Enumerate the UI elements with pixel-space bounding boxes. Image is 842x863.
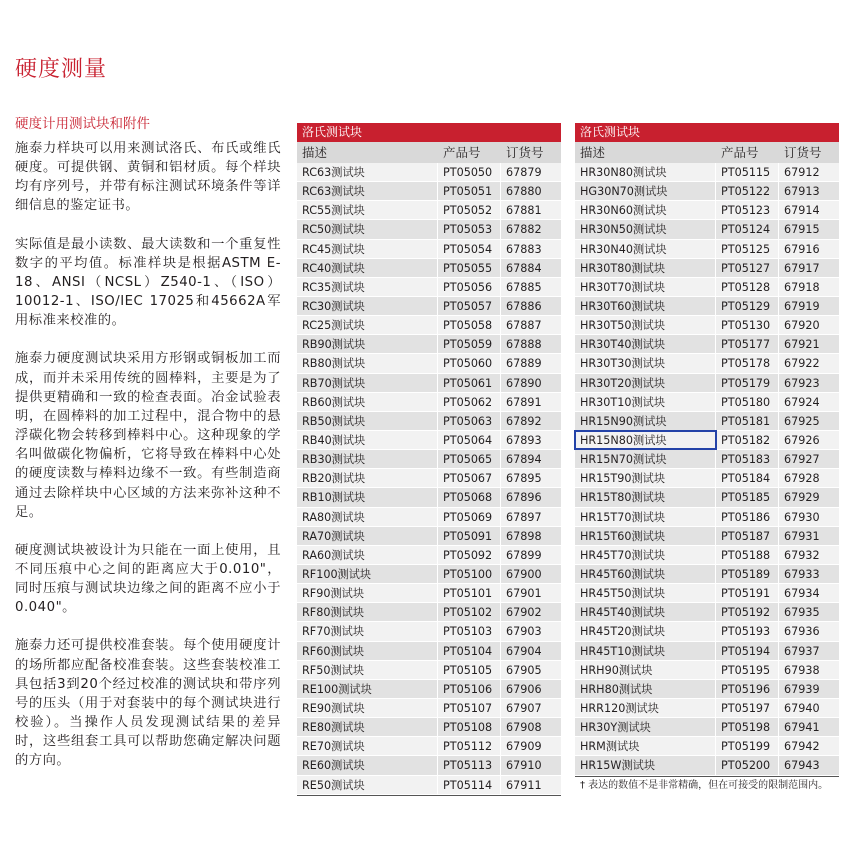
cell-order-no: 67888	[506, 338, 542, 352]
cell-description: HR30T60测试块	[575, 297, 716, 315]
cell-description: RC63测试块	[297, 163, 438, 181]
cell-order-no: 67937	[784, 644, 820, 658]
table-row	[575, 642, 839, 661]
cell-order-no: 67879	[506, 166, 542, 179]
cell-description: HR30T50测试块	[575, 316, 716, 334]
cell-description: HR30T30测试块	[575, 354, 716, 372]
paragraph-2: 实际值是最小读数、最大读数和一个重复性数字的平均值。标准样块是根据ASTM E-18、ANSI（NCSL）Z540-1、（ISO）10012-1、ISO/IEC 17025和45662A军用标准来校准的。	[15, 236, 281, 329]
table-row	[297, 278, 561, 297]
cell-product-no: PT05195	[716, 661, 779, 679]
cell-product-no: PT05185	[716, 488, 779, 506]
cell-description: HR45T70测试块	[575, 546, 716, 564]
cell-order-no: 67936	[784, 625, 820, 639]
table-row	[297, 737, 561, 756]
cell-order-no: 67890	[506, 376, 542, 390]
cell-description: HRH90测试块	[575, 661, 716, 679]
cell-product-no: PT05100	[438, 565, 501, 583]
cell-product-no: PT05189	[716, 565, 779, 583]
header-description: 描述	[302, 145, 328, 160]
cell-product-no: PT05104	[438, 642, 501, 660]
cell-product-no: PT05102	[438, 603, 501, 621]
cell-product-no: PT05198	[716, 718, 779, 736]
table-row	[575, 488, 839, 507]
cell-product-no: PT05052	[438, 201, 501, 219]
cell-order-no: 67902	[506, 606, 542, 620]
cell-product-no: PT05058	[438, 316, 501, 334]
cell-description: RB70测试块	[297, 374, 438, 392]
cell-order-no: 67882	[506, 223, 542, 237]
cell-description: HR30N80测试块	[575, 163, 716, 181]
table-row	[575, 469, 839, 488]
cell-description: HR30N50测试块	[575, 220, 716, 238]
cell-product-no: PT05186	[716, 508, 779, 526]
table-row	[297, 393, 561, 412]
cell-product-no: PT05068	[438, 488, 501, 506]
cell-description: RB40测试块	[297, 431, 438, 449]
table-row	[575, 354, 839, 373]
cell-order-no: 67942	[784, 740, 820, 754]
header-order-no: 订货号	[506, 145, 544, 160]
header-product-no: 产品号	[443, 145, 481, 160]
table-row	[297, 584, 561, 603]
cell-order-no: 67915	[784, 223, 820, 237]
cell-product-no: PT05128	[716, 278, 779, 296]
cell-order-no: 67943	[784, 759, 820, 773]
cell-product-no: PT05055	[438, 259, 501, 277]
cell-product-no: PT05057	[438, 297, 501, 315]
table-row	[575, 240, 839, 259]
cell-order-no: 67938	[784, 663, 820, 677]
cell-product-no: PT05050	[438, 163, 501, 181]
table-row	[575, 756, 839, 775]
cell-description: RA70测试块	[297, 527, 438, 545]
cell-description: RC45测试块	[297, 240, 438, 258]
cell-order-no: 67898	[506, 529, 542, 543]
cell-order-no: 67895	[506, 472, 542, 486]
table-rows	[297, 163, 561, 796]
cell-product-no: PT05107	[438, 699, 501, 717]
cell-description: RC35测试块	[297, 278, 438, 296]
cell-description: HR30Y测试块	[575, 718, 716, 736]
cell-description: HR45T50测试块	[575, 584, 716, 602]
table-row	[575, 680, 839, 699]
cell-description: RB80测试块	[297, 354, 438, 372]
cell-product-no: PT05056	[438, 278, 501, 296]
cell-order-no: 67932	[784, 548, 820, 562]
cell-description: RF50测试块	[297, 661, 438, 679]
cell-product-no: PT05200	[716, 756, 779, 774]
cell-description: HR15W测试块	[575, 756, 716, 774]
cell-order-no: 67913	[784, 185, 820, 199]
table-row	[297, 259, 561, 278]
table-row	[297, 220, 561, 239]
cell-product-no: PT05188	[716, 546, 779, 564]
table-row	[575, 374, 839, 393]
cell-product-no: PT05123	[716, 201, 779, 219]
cell-order-no: 67916	[784, 242, 820, 256]
table-row	[297, 718, 561, 737]
cell-order-no: 67920	[784, 319, 820, 333]
table-header	[575, 142, 839, 163]
table-row	[297, 546, 561, 565]
cell-product-no: PT05130	[716, 316, 779, 334]
header-order-no: 订货号	[784, 145, 822, 160]
cell-description: RB60测试块	[297, 393, 438, 411]
description-column	[15, 114, 281, 790]
cell-order-no: 67886	[506, 299, 542, 313]
cell-product-no: PT05067	[438, 469, 501, 487]
cell-order-no: 67899	[506, 548, 542, 562]
cell-product-no: PT05059	[438, 335, 501, 353]
cell-product-no: PT05129	[716, 297, 779, 315]
header-description: 描述	[580, 145, 606, 160]
cell-product-no: PT05101	[438, 584, 501, 602]
table-row	[575, 182, 839, 201]
cell-order-no: 67896	[506, 491, 542, 505]
paragraph-1: 施泰力样块可以用来测试洛氏、布氏或维氏硬度。可提供钢、黄铜和铝材质。每个样块均有序列号，并带有标注测试环境条件等详细信息的鉴定证书。	[15, 141, 281, 214]
cell-product-no: PT05112	[438, 737, 501, 755]
cell-description: RC25测试块	[297, 316, 438, 334]
table-row	[297, 354, 561, 373]
cell-product-no: PT05051	[438, 182, 501, 200]
table-row	[297, 163, 561, 182]
cell-description: HR15N70测试块	[575, 450, 716, 468]
table-row	[297, 603, 561, 622]
paragraph-3: 施泰力硬度测试块采用方形钢或铜板加工而成，而并未采用传统的圆棒料，主要是为了提供更精确和一致的检查表面。冶金试验表明，在圆棒料的加工过程中，混合物中的悬浮碳化物会转移到棒料中心。这种现象的学名叫做碳化物偏析，它将导致在棒料中心处的硬度读数与棒料边缘不一致。有些制造商通过去除样块中心区域的方法来弥补这种不足。	[15, 351, 281, 520]
cell-description: HR15T70测试块	[575, 508, 716, 526]
section-subheading: 硬度计用测试块和附件	[15, 116, 150, 132]
cell-description: RB30测试块	[297, 450, 438, 468]
cell-order-no: 67933	[784, 567, 820, 581]
cell-description: HR30N60测试块	[575, 201, 716, 219]
table-row	[297, 488, 561, 507]
cell-description: HR45T60测试块	[575, 565, 716, 583]
cell-order-no: 67914	[784, 204, 820, 218]
cell-order-no: 67894	[506, 453, 542, 467]
cell-order-no: 67880	[506, 185, 542, 199]
cell-description: HR30T80测试块	[575, 259, 716, 277]
page-title: 硬度测量	[15, 57, 108, 82]
table-row	[297, 527, 561, 546]
cell-order-no: 67905	[506, 663, 542, 677]
cell-order-no: 67929	[784, 491, 820, 505]
table-row	[575, 718, 839, 737]
cell-order-no: 67931	[784, 529, 820, 543]
cell-description: HR30N40测试块	[575, 240, 716, 258]
table-rows	[575, 163, 839, 777]
cell-product-no: PT05124	[716, 220, 779, 238]
cell-description: HR15T60测试块	[575, 527, 716, 545]
table-row	[297, 431, 561, 450]
table-header	[297, 142, 561, 163]
cell-description: RA80测试块	[297, 508, 438, 526]
cell-order-no: 67887	[506, 319, 542, 333]
cell-order-no: 67891	[506, 395, 542, 409]
table-row	[575, 737, 839, 756]
table-row	[575, 546, 839, 565]
cell-product-no: PT05187	[716, 527, 779, 545]
cell-description: HR45T10测试块	[575, 642, 716, 660]
cell-product-no: PT05060	[438, 354, 501, 372]
cell-order-no: 67892	[506, 414, 542, 428]
table-row	[297, 201, 561, 220]
table-row	[575, 603, 839, 622]
cell-product-no: PT05193	[716, 622, 779, 640]
cell-product-no: PT05061	[438, 374, 501, 392]
table-row	[297, 699, 561, 718]
rockwell-table-b	[575, 123, 839, 777]
table-row	[297, 316, 561, 335]
cell-product-no: PT05103	[438, 622, 501, 640]
cell-product-no: PT05065	[438, 450, 501, 468]
table-row	[297, 335, 561, 354]
cell-description: HR15N80测试块	[575, 431, 716, 449]
cell-order-no: 67927	[784, 453, 820, 467]
table-row	[297, 182, 561, 201]
cell-product-no: PT05054	[438, 240, 501, 258]
cell-product-no: PT05069	[438, 508, 501, 526]
cell-description: RC40测试块	[297, 259, 438, 277]
rockwell-table-a	[297, 123, 561, 796]
cell-product-no: PT05105	[438, 661, 501, 679]
table-title: 洛氏测试块	[575, 123, 839, 142]
cell-order-no: 67912	[784, 166, 820, 179]
table-row	[575, 412, 839, 431]
cell-description: HR30T40测试块	[575, 335, 716, 353]
cell-order-no: 67910	[506, 759, 542, 773]
paragraph-4: 硬度测试块被设计为只能在一面上使用，且不同压痕中心之间的距离应大于0.010"，同时压痕与测试块边缘之间的距离不应小于0.040"。	[15, 542, 281, 616]
table-row	[297, 642, 561, 661]
cell-description: HR15T90测试块	[575, 469, 716, 487]
cell-description: RE50测试块	[297, 776, 438, 794]
cell-product-no: PT05106	[438, 680, 501, 698]
cell-order-no: 67889	[506, 357, 542, 371]
cell-order-no: 67939	[784, 682, 820, 696]
table-row	[297, 297, 561, 316]
cell-order-no: 67923	[784, 376, 820, 390]
cell-product-no: PT05091	[438, 527, 501, 545]
cell-order-no: 67918	[784, 280, 820, 294]
table-row	[575, 163, 839, 182]
table-row	[575, 201, 839, 220]
cell-order-no: 67935	[784, 606, 820, 620]
cell-order-no: 67922	[784, 357, 820, 371]
cell-order-no: 67883	[506, 242, 542, 256]
table-row	[575, 316, 839, 335]
cell-product-no: PT05177	[716, 335, 779, 353]
cell-order-no: 67941	[784, 721, 820, 735]
cell-product-no: PT05127	[716, 259, 779, 277]
cell-description: RB10测试块	[297, 488, 438, 506]
paragraph-5: 施泰力还可提供校准套装。每个使用硬度计的场所都应配备校准套装。这些套装校准工具包括3到20个经过校准的测试块和带序列号的压头（用于对套装中的每个测试块进行校验）。当操作人员发现测试结果的差异时，这些组套工具可以帮助您确定解决问题的方向。	[15, 638, 281, 769]
cell-order-no: 67904	[506, 644, 542, 658]
table-row	[575, 220, 839, 239]
cell-order-no: 67885	[506, 280, 542, 294]
table-row	[575, 297, 839, 316]
cell-product-no: PT05122	[716, 182, 779, 200]
cell-description: HRR120测试块	[575, 699, 716, 717]
cell-product-no: PT05115	[716, 163, 779, 181]
table-row	[297, 680, 561, 699]
table-row	[297, 565, 561, 584]
cell-description: HRH80测试块	[575, 680, 716, 698]
cell-order-no: 67928	[784, 472, 820, 486]
cell-description: RE70测试块	[297, 737, 438, 755]
cell-description: RF60测试块	[297, 642, 438, 660]
table-row	[575, 450, 839, 469]
table-row	[575, 335, 839, 354]
cell-product-no: PT05114	[438, 776, 501, 794]
cell-description: HR45T40测试块	[575, 603, 716, 621]
cell-description: HR15N90测试块	[575, 412, 716, 430]
cell-description: RF80测试块	[297, 603, 438, 621]
table-row	[575, 508, 839, 527]
table-row	[297, 622, 561, 641]
cell-order-no: 67906	[506, 682, 542, 696]
cell-order-no: 67940	[784, 701, 820, 715]
cell-product-no: PT05183	[716, 450, 779, 468]
cell-description: RC55测试块	[297, 201, 438, 219]
cell-order-no: 67903	[506, 625, 542, 639]
table-row	[575, 565, 839, 584]
cell-description: HR45T20测试块	[575, 622, 716, 640]
table-row	[297, 412, 561, 431]
table-row	[575, 527, 839, 546]
cell-product-no: PT05194	[716, 642, 779, 660]
cell-product-no: PT05053	[438, 220, 501, 238]
table-row	[575, 393, 839, 412]
table-row	[297, 756, 561, 775]
cell-product-no: PT05197	[716, 699, 779, 717]
cell-order-no: 67884	[506, 261, 542, 275]
cell-product-no: PT05184	[716, 469, 779, 487]
cell-description: RF100测试块	[297, 565, 438, 583]
cell-order-no: 67900	[506, 567, 542, 581]
cell-product-no: PT05179	[716, 374, 779, 392]
cell-description: HRM测试块	[575, 737, 716, 755]
cell-product-no: PT05196	[716, 680, 779, 698]
table-row	[297, 776, 561, 795]
cell-description: RC50测试块	[297, 220, 438, 238]
table-row	[575, 699, 839, 718]
cell-order-no: 67909	[506, 740, 542, 754]
cell-product-no: PT05192	[716, 603, 779, 621]
cell-order-no: 67881	[506, 204, 542, 218]
cell-product-no: PT05062	[438, 393, 501, 411]
cell-order-no: 67934	[784, 587, 820, 601]
cell-order-no: 67919	[784, 299, 820, 313]
cell-description: RE80测试块	[297, 718, 438, 736]
cell-description: HG30N70测试块	[575, 182, 716, 200]
table-row	[297, 508, 561, 527]
cell-description: RF70测试块	[297, 622, 438, 640]
cell-description: RB90测试块	[297, 335, 438, 353]
cell-order-no: 67930	[784, 510, 820, 524]
cell-product-no: PT05113	[438, 756, 501, 774]
cell-order-no: 67911	[506, 778, 542, 792]
cell-description: RC63测试块	[297, 182, 438, 200]
cell-description: RB20测试块	[297, 469, 438, 487]
table-title: 洛氏测试块	[297, 123, 561, 142]
cell-order-no: 67926	[784, 433, 820, 447]
footnote: † 表达的数值不是非常精确，但在可接受的限制范围内。	[580, 780, 829, 791]
cell-product-no: PT05181	[716, 412, 779, 430]
cell-product-no: PT05092	[438, 546, 501, 564]
table-row	[575, 584, 839, 603]
cell-description: RF90测试块	[297, 584, 438, 602]
cell-description: RE90测试块	[297, 699, 438, 717]
cell-product-no: PT05108	[438, 718, 501, 736]
table-row	[297, 240, 561, 259]
cell-order-no: 67908	[506, 721, 542, 735]
cell-product-no: PT05199	[716, 737, 779, 755]
cell-description: RC30测试块	[297, 297, 438, 315]
cell-product-no: PT05125	[716, 240, 779, 258]
table-row	[575, 622, 839, 641]
cell-description: RE100测试块	[297, 680, 438, 698]
cell-product-no: PT05064	[438, 431, 501, 449]
cell-order-no: 67901	[506, 587, 542, 601]
cell-description: RA60测试块	[297, 546, 438, 564]
cell-product-no: PT05178	[716, 354, 779, 372]
cell-product-no: PT05180	[716, 393, 779, 411]
table-row	[575, 431, 839, 450]
cell-order-no: 67907	[506, 701, 542, 715]
table-row	[297, 374, 561, 393]
cell-order-no: 67897	[506, 510, 542, 524]
table-row	[297, 661, 561, 680]
cell-order-no: 67921	[784, 338, 820, 352]
cell-order-no: 67917	[784, 261, 820, 275]
cell-description: RB50测试块	[297, 412, 438, 430]
header-product-no: 产品号	[721, 145, 759, 160]
table-row	[297, 450, 561, 469]
cell-description: HR30T20测试块	[575, 374, 716, 392]
cell-description: HR15T80测试块	[575, 488, 716, 506]
table-row	[575, 661, 839, 680]
cell-product-no: PT05191	[716, 584, 779, 602]
cell-product-no: PT05063	[438, 412, 501, 430]
cell-description: RE60测试块	[297, 756, 438, 774]
cell-order-no: 67893	[506, 433, 542, 447]
table-row	[575, 259, 839, 278]
cell-order-no: 67925	[784, 414, 820, 428]
cell-product-no: PT05182	[716, 431, 779, 449]
table-row	[297, 469, 561, 488]
cell-order-no: 67924	[784, 395, 820, 409]
table-row	[575, 278, 839, 297]
cell-description: HR30T10测试块	[575, 393, 716, 411]
cell-description: HR30T70测试块	[575, 278, 716, 296]
